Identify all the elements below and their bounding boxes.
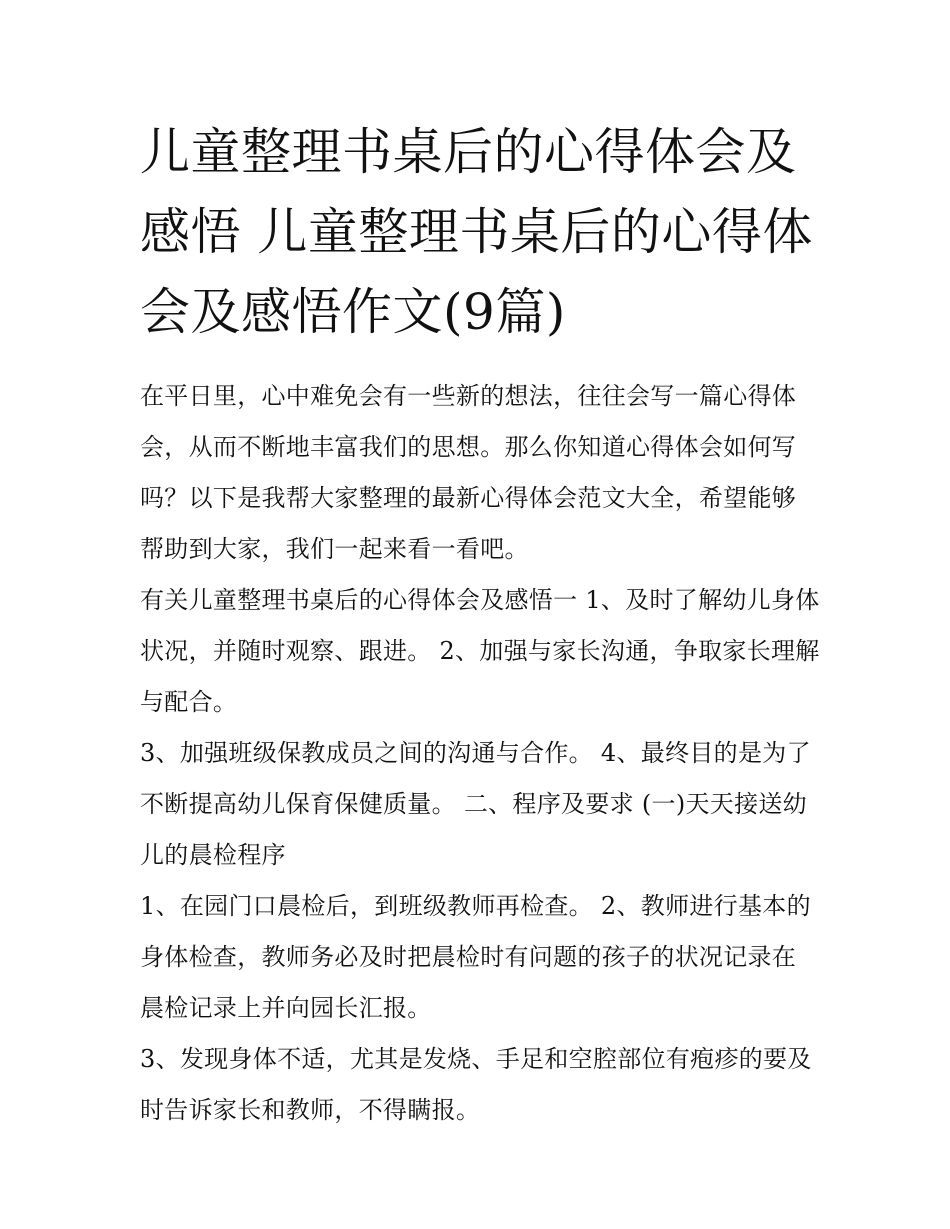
document-title: 儿童整理书桌后的心得体会及感悟 儿童整理书桌后的心得体会及感悟作文(9篇) bbox=[140, 123, 813, 341]
paragraph-item-3: 1、在园门口晨检后，到班级教师再检查。 2、教师进行基本的身体检查，教师务必及时把晨检时有问题的孩子的状况记录在晨检记录上并向园长汇报。 bbox=[140, 892, 811, 1022]
paragraph-item-4: 3、发现身体不适，尤其是发烧、手足和空腔部位有疱疹的要及时告诉家长和教师，不得瞒报。 bbox=[140, 1045, 812, 1124]
paragraph-item-1: 有关儿童整理书桌后的心得体会及感悟一 1、及时了解幼儿身体状况，并随时观察、跟进。 2、加强与家长沟通，争取家长理解与配合。 bbox=[140, 586, 820, 716]
paragraph-intro: 在平日里，心中难免会有一些新的想法，往往会写一篇心得体会，从而不断地丰富我们的思想。那么你知道心得体会如何写吗？以下是我帮大家整理的最新心得体会范文大全，希望能够帮助到大家，我们一起来看一看吧。 bbox=[140, 382, 797, 563]
paragraph-item-2: 3、加强班级保教成员之间的沟通与合作。 4、最终目的是为了不断提高幼儿保育保健质量。 二、程序及要求 (一)天天接送幼儿的晨检程序 bbox=[140, 739, 811, 869]
document-body bbox=[140, 112, 820, 1136]
